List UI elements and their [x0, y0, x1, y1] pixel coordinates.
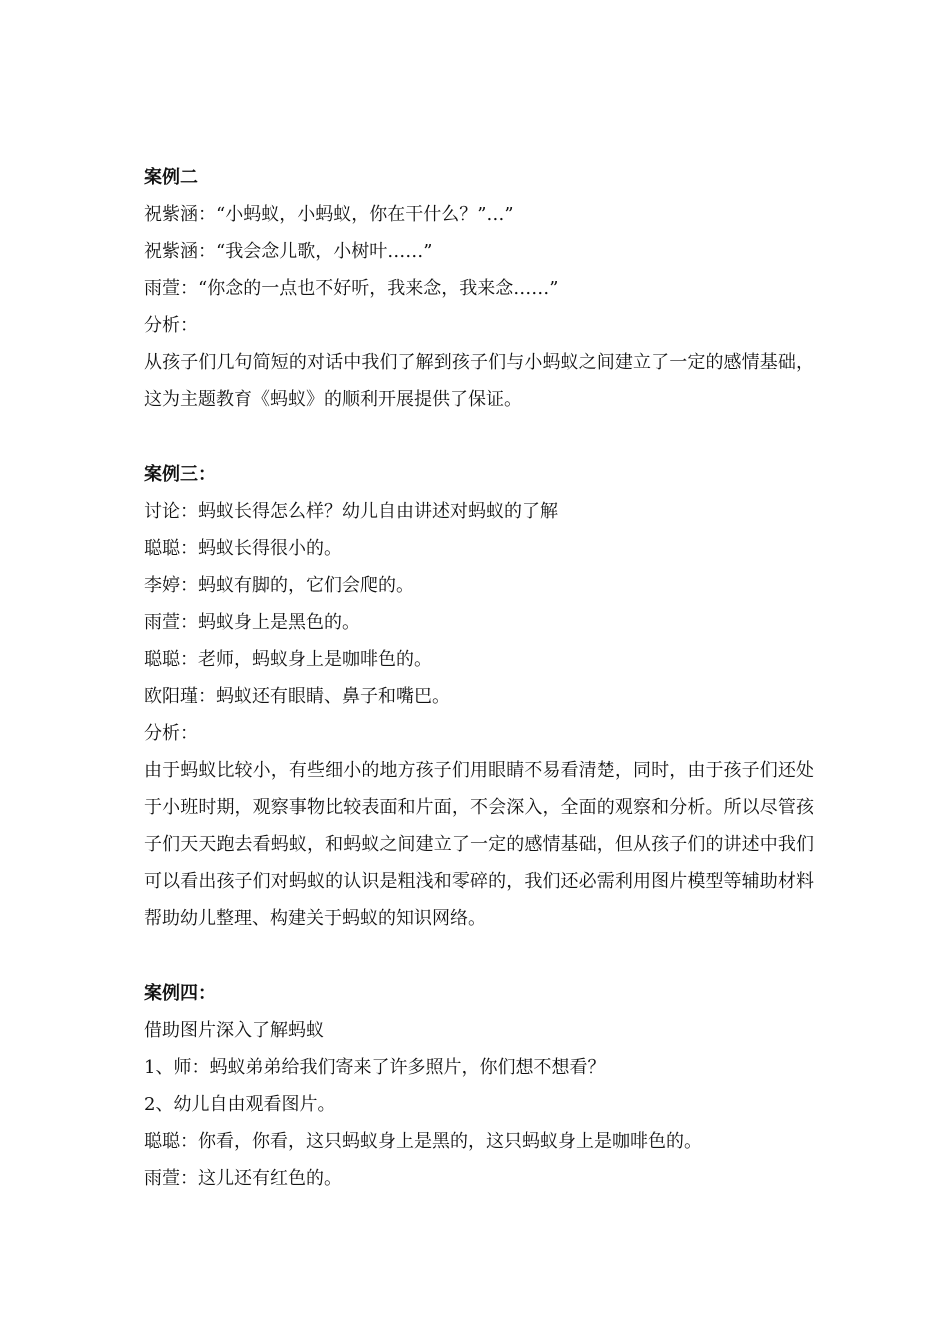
case-4-intro-line: 借助图片深入了解蚂蚁	[144, 1020, 324, 1041]
case-4-dialogue-line: 聪聪：你看，你看，这只蚂蚁身上是黑的，这只蚂蚁身上是咖啡色的。	[144, 1131, 702, 1152]
case-3-dialogue-line: 欧阳瑾：蚂蚁还有眼睛、鼻子和嘴巴。	[144, 686, 450, 707]
case-2-section	[144, 159, 814, 418]
case-2-analysis-label: 分析：	[144, 315, 198, 336]
case-3-section	[144, 456, 814, 937]
case-2-title: 案例二	[144, 167, 198, 188]
document-body	[144, 159, 814, 1197]
case-3-analysis-text: 由于蚂蚁比较小，有些细小的地方孩子们用眼睛不易看清楚，同时，由于孩子们还处于小班时期，观察事物比较表面和片面，不会深入，全面的观察和分析。所以尽管孩子们天天跑去看蚂蚁，和蚂蚁之间建立了一定的感情基础，但从孩子们的讲述中我们可以看出孩子们对蚂蚁的认识是粗浅和零碎的，我们还必需利用图片模型等辅助材料帮助幼儿整理、构建关于蚂蚁的知识网络。	[144, 760, 814, 929]
case-2-dialogue-line: 祝紫涵：“我会念儿歌，小树叶……”	[144, 241, 433, 262]
case-3-dialogue-line: 聪聪：老师，蚂蚁身上是咖啡色的。	[144, 649, 432, 670]
case-4-title: 案例四：	[144, 983, 216, 1004]
case-3-analysis-label: 分析：	[144, 723, 198, 744]
case-4-step-line: 2、幼儿自由观看图片。	[144, 1094, 336, 1115]
case-2-dialogue-line: 祝紫涵：“小蚂蚁，小蚂蚁，你在干什么？”…”	[144, 204, 514, 225]
case-4-step-line: 1、师：蚂蚁弟弟给我们寄来了许多照片，你们想不想看？	[144, 1057, 606, 1078]
case-4-section	[144, 975, 814, 1197]
case-2-analysis-text: 从孩子们几句简短的对话中我们了解到孩子们与小蚂蚁之间建立了一定的感情基础，这为主题教育《蚂蚁》的顺利开展提供了保证。	[144, 352, 814, 410]
case-3-discussion-line: 讨论：蚂蚁长得怎么样？幼儿自由讲述对蚂蚁的了解	[144, 501, 558, 522]
case-3-title: 案例三：	[144, 464, 216, 485]
case-4-dialogue-line: 雨萱：这儿还有红色的。	[144, 1168, 342, 1189]
case-3-dialogue-line: 雨萱：蚂蚁身上是黑色的。	[144, 612, 360, 633]
case-2-dialogue-line: 雨萱：“你念的一点也不好听，我来念，我来念……”	[144, 278, 559, 299]
case-3-dialogue-line: 聪聪：蚂蚁长得很小的。	[144, 538, 342, 559]
case-3-dialogue-line: 李婷：蚂蚁有脚的，它们会爬的。	[144, 575, 414, 596]
